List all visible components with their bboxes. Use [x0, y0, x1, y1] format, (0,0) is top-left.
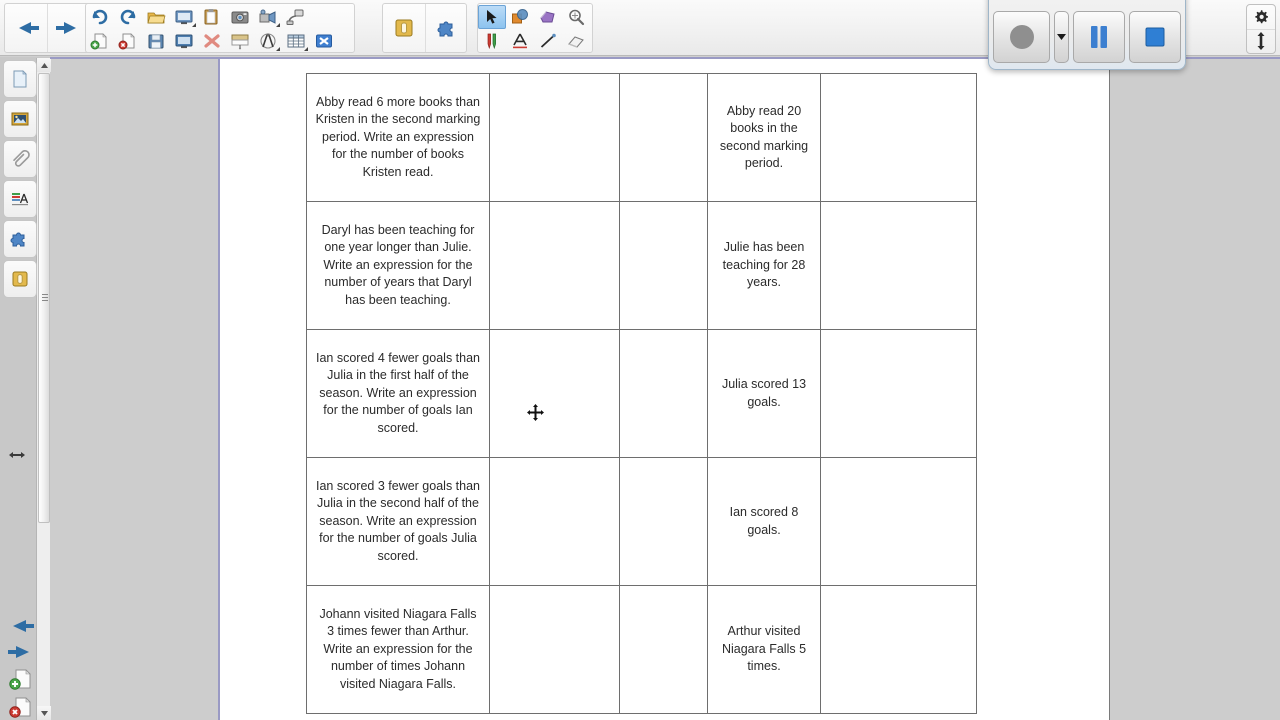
screen-shade-button[interactable] [170, 29, 198, 53]
menu-corner-marker [304, 47, 308, 51]
table-row[interactable] [307, 202, 977, 330]
page-add-icon [8, 668, 34, 690]
table-row[interactable] [307, 458, 977, 586]
sidebar-content-panel [50, 57, 220, 720]
sidebar-tab-gallery[interactable] [3, 100, 37, 138]
previous-page-button[interactable] [5, 4, 47, 52]
pause-bars-icon [1088, 24, 1110, 50]
settings-button[interactable] [1247, 5, 1275, 30]
screen-capture-button[interactable] [226, 5, 254, 29]
smart-recorder[interactable] [988, 0, 1186, 70]
gold-tool-icon [10, 269, 30, 289]
paperclip-icon [10, 149, 30, 169]
table-cell-blank[interactable] [620, 74, 708, 202]
page-forward-button[interactable] [7, 642, 35, 662]
table-cell-given[interactable]: Julia scored 13 goals. [708, 330, 821, 458]
floating-panel-controls [1246, 4, 1276, 54]
document-camera-button[interactable] [254, 5, 282, 29]
table-cell-given[interactable]: Ian scored 8 goals. [708, 458, 821, 586]
canvas-area[interactable] [220, 59, 1280, 720]
table-cell-given[interactable]: Abby read 20 books in the second marking period. [708, 74, 821, 202]
table-cell-blank[interactable] [620, 458, 708, 586]
notebook-page[interactable] [220, 59, 1110, 720]
table-cell-answer[interactable] [490, 330, 620, 458]
pause-button[interactable] [1073, 11, 1125, 63]
table-cell-work[interactable] [821, 458, 977, 586]
table-cell-answer[interactable] [490, 202, 620, 330]
insert-table-button[interactable] [282, 29, 310, 53]
puzzle-icon [10, 229, 30, 249]
table-cell-work[interactable] [821, 74, 977, 202]
sidebar-tab-page-sorter[interactable] [3, 60, 37, 98]
measurement-tools-button[interactable] [254, 29, 282, 53]
table-cell-blank[interactable] [620, 202, 708, 330]
chevron-down-icon [1057, 34, 1066, 40]
toolbar-group-file-edit [85, 3, 355, 53]
sidebar-add-page-button[interactable] [8, 668, 34, 690]
table-row[interactable] [307, 586, 977, 714]
vertical-resize-icon [1255, 32, 1267, 50]
toolbar-group-extras [382, 3, 467, 53]
save-button[interactable] [142, 29, 170, 53]
shade-button[interactable] [226, 29, 254, 53]
shapes-tool-button[interactable] [506, 5, 534, 29]
record-button[interactable] [993, 11, 1050, 63]
table-cell-answer[interactable] [490, 586, 620, 714]
table-row[interactable] [307, 74, 977, 202]
arrow-right-icon [7, 642, 35, 662]
lesson-activity-builder-button[interactable] [383, 4, 425, 52]
gear-icon [1253, 9, 1269, 25]
add-page-button[interactable] [86, 29, 114, 53]
select-tool-button[interactable] [478, 5, 506, 29]
properties-icon [10, 189, 30, 209]
table-cell-blank[interactable] [620, 586, 708, 714]
table-cell-blank[interactable] [620, 330, 708, 458]
sidebar-resize-handle[interactable] [7, 447, 27, 463]
table-cell-problem[interactable]: Ian scored 4 fewer goals than Julia in the first half of the season. Write an expression for the number of goals Ian scored. [307, 330, 490, 458]
table-cell-given[interactable]: Arthur visited Niagara Falls 5 times. [708, 586, 821, 714]
scroll-down-arrow-icon[interactable] [37, 706, 51, 720]
addons-button[interactable] [426, 4, 468, 52]
next-page-button[interactable] [48, 4, 90, 52]
clear-page-button[interactable] [198, 29, 226, 53]
table-cell-given[interactable]: Julie has been teaching for 28 years. [708, 202, 821, 330]
record-menu-button[interactable] [1054, 11, 1069, 63]
menu-corner-marker [276, 47, 280, 51]
sidebar-tab-properties[interactable] [3, 180, 37, 218]
table-cell-work[interactable] [821, 330, 977, 458]
shape-pen-tool-button[interactable] [534, 5, 562, 29]
table-cell-problem[interactable]: Abby read 6 more books than Kristen in the second marking period. Write an expression for the number of books Kristen read. [307, 74, 490, 202]
toolbar-group-drawing [477, 3, 593, 53]
eraser-tool-button[interactable] [562, 29, 590, 53]
table-body [307, 74, 977, 714]
scroll-up-arrow-icon[interactable] [37, 58, 51, 72]
gallery-picture-icon [10, 109, 30, 129]
menu-corner-marker [276, 23, 280, 27]
undo-button[interactable] [86, 5, 114, 29]
table-row[interactable] [307, 330, 977, 458]
pens-tool-button[interactable] [478, 29, 506, 53]
delete-page-button[interactable] [114, 29, 142, 53]
menu-corner-marker [192, 23, 196, 27]
sidebar-tab-attachments[interactable] [3, 140, 37, 178]
horizontal-resize-icon [8, 449, 26, 461]
page-back-button[interactable] [7, 616, 35, 636]
sidebar-tab-activity-builder[interactable] [3, 260, 37, 298]
arrow-left-icon [7, 616, 35, 636]
page-sorter-icon [10, 69, 30, 89]
table-cell-problem[interactable]: Ian scored 3 fewer goals than Julia in the second half of the season. Write an expression for the number of goals Julia scored. [307, 458, 490, 586]
stop-square-icon [1143, 25, 1167, 49]
move-panel-button[interactable] [1247, 30, 1275, 54]
table-cell-answer[interactable] [490, 74, 620, 202]
word-problems-table[interactable] [306, 73, 977, 714]
magic-pen-tool-button[interactable] [562, 5, 590, 29]
table-cell-problem[interactable]: Daryl has been teaching for one year longer than Julie. Write an expression for the number of years that Daryl has been teaching. [307, 202, 490, 330]
table-cell-work[interactable] [821, 202, 977, 330]
sidebar-scrollbar-thumb[interactable] [38, 73, 50, 523]
redo-button[interactable] [114, 5, 142, 29]
table-cell-problem[interactable]: Johann visited Niagara Falls 3 times fewer than Arthur. Write an expression for the number of times Johann visited Niagara Falls. [307, 586, 490, 714]
stop-button[interactable] [1129, 11, 1181, 63]
sidebar-tab-addons[interactable] [3, 220, 37, 258]
scrollbar-grip-icon [42, 294, 48, 302]
page-delete-icon [8, 696, 34, 718]
table-cell-answer[interactable] [490, 458, 620, 586]
transparent-background-button[interactable] [310, 29, 338, 53]
record-circle-icon [1005, 20, 1039, 54]
sidebar-bottom-controls [4, 616, 38, 718]
table-cell-work[interactable] [821, 586, 977, 714]
dual-page-button[interactable] [282, 5, 310, 29]
lines-tool-button[interactable] [534, 29, 562, 53]
sidebar-delete-page-button[interactable] [8, 696, 34, 718]
text-tool-button[interactable] [506, 29, 534, 53]
full-screen-button[interactable] [170, 5, 198, 29]
open-file-button[interactable] [142, 5, 170, 29]
sidebar-tabs [3, 60, 39, 298]
paste-button[interactable] [198, 5, 226, 29]
